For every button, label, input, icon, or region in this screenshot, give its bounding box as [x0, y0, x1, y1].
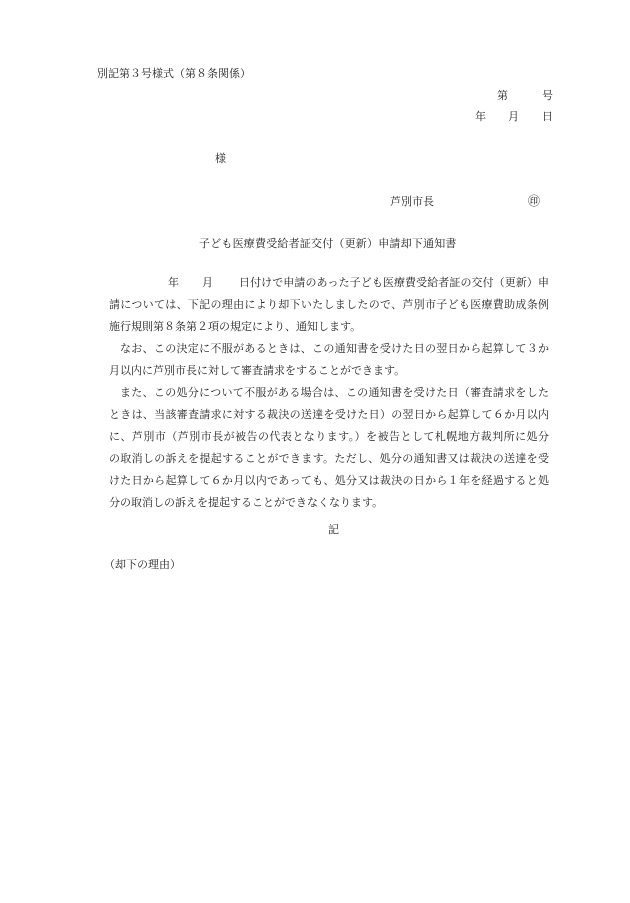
paragraph-3-line-2: ときは、当該審査請求に対する裁決の送達を受けた日）の翌日から起算して６か月以内	[109, 408, 549, 421]
number-prefix: 第	[497, 89, 508, 102]
paragraph-3-line-6: 分の取消しの訴えを提起することができなくなります。	[109, 496, 384, 509]
paragraph-1-month: 月	[202, 276, 213, 289]
date-month-label: 月	[508, 110, 519, 123]
paragraph-1-line-3: 施行規則第８条第２項の規定により、通知します。	[109, 320, 362, 333]
ki-heading: 記	[328, 523, 339, 536]
form-label: 別記第３号様式（第８条関係）	[97, 67, 251, 80]
paragraph-2-line-1: なお、この決定に不服があるときは、この通知書を受けた日の翌日から起算して３か	[120, 342, 549, 355]
sender-title: 芦別市長	[390, 195, 434, 208]
seal-mark: ㊞	[528, 194, 541, 208]
paragraph-1-line-1	[109, 272, 549, 294]
number-suffix: 号	[542, 89, 553, 102]
paragraph-3-line-3: に、芦別市（芦別市長が被告の代表となります。）を被告として札幌地方裁判所に処分	[109, 430, 549, 443]
paragraph-1-line-1-wrapper	[109, 272, 549, 294]
date-day-label: 日	[542, 110, 553, 123]
reason-heading: （却下の理由）	[104, 558, 181, 571]
paragraph-2-line-2: 月以内に芦別市長に対して審査請求をすることができます。	[109, 364, 406, 377]
paragraph-1-line-2: 請については、下記の理由により却下いたしましたので、芦別市子ども医療費助成条例	[109, 298, 549, 311]
paragraph-3-line-5: けた日から起算して６か月以内であっても、処分又は裁決の日から１年を経過すると処	[109, 474, 549, 487]
date-year-label: 年	[475, 110, 486, 123]
paragraph-1-year: 年	[168, 276, 179, 289]
paragraph-3-line-1: また、この処分について不服がある場合は、この通知書を受けた日（審査請求をした	[120, 386, 549, 399]
notice-body	[109, 272, 549, 514]
document-title: 子ども医療費受給者証交付（更新）申請却下通知書	[199, 237, 457, 250]
paragraph-1-line-1-text: 日付けで申請のあった子ども医療費受給者証の交付（更新）申	[239, 276, 549, 289]
paragraph-3-line-4: の取消しの訴えを提起することができます。ただし、処分の通知書又は裁決の送達を受	[109, 452, 549, 465]
addressee-honorific: 様	[215, 152, 226, 165]
